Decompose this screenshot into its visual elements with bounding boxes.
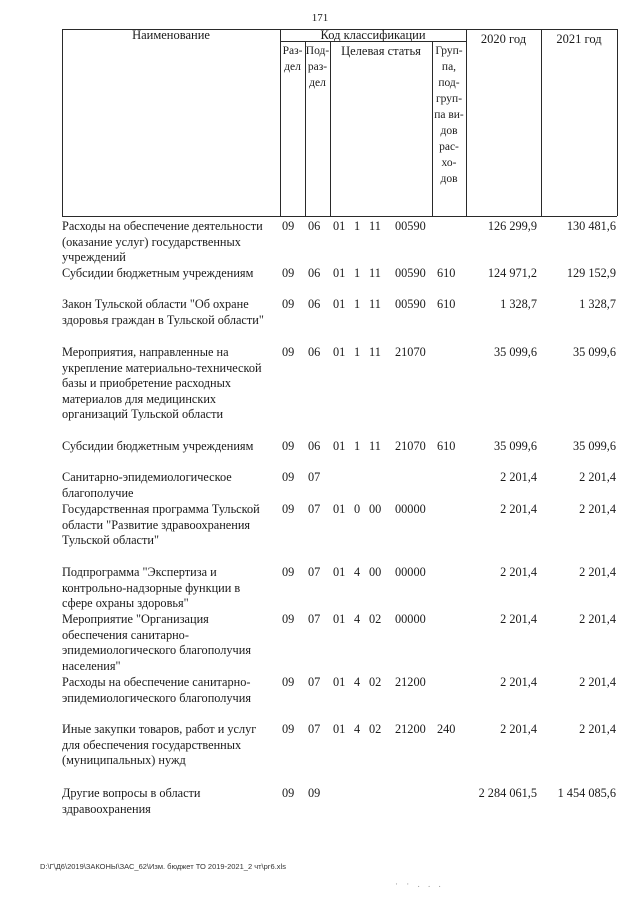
row-razdel: 09 (282, 345, 295, 359)
row-target-subprogram: 1 (354, 297, 361, 311)
row-expense-type: 610 (437, 297, 456, 311)
header-code: Код классификации (320, 28, 426, 42)
row-razdel: 09 (282, 786, 295, 800)
row-target-direction: 21070 (395, 345, 426, 359)
row-podrazdel: 06 (308, 266, 321, 280)
header-target: Целевая статья (341, 44, 421, 58)
page-number: 171 (311, 12, 329, 24)
file-path-footer: D:\Г\Д6\2019\ЗАКОНЫ\ЗАС_62\Изм. бюджет ТО 2019-2021_2 чт\рг6.xls (40, 862, 286, 871)
row-2020: 2 284 061,5 (478, 786, 537, 800)
row-2020: 124 971,2 (487, 266, 537, 280)
row-target-event: 02 (369, 722, 382, 736)
row-name: Расходы на обеспечение санитарно-эпидемиологического благополучия (62, 675, 251, 705)
row-target-event: 11 (369, 345, 381, 359)
header-podrazdel: Под- раз- дел (305, 45, 330, 89)
row-razdel: 09 (282, 297, 295, 311)
row-name: Иные закупки товаров, работ и услуг для обеспечения государственных (муниципальных) нужд (62, 722, 257, 767)
row-target-program: 01 (333, 266, 346, 280)
row-2020: 2 201,4 (500, 470, 537, 484)
row-2021: 2 201,4 (579, 612, 616, 626)
row-target-subprogram: 1 (354, 266, 361, 280)
row-target-program: 01 (333, 345, 346, 359)
row-podrazdel: 07 (308, 675, 321, 689)
row-target-subprogram: 4 (354, 675, 361, 689)
row-target-direction: 21200 (395, 675, 426, 689)
row-target-program: 01 (333, 675, 346, 689)
row-2021: 2 201,4 (579, 675, 616, 689)
row-razdel: 09 (282, 439, 295, 453)
row-podrazdel: 06 (308, 439, 321, 453)
row-razdel: 09 (282, 470, 295, 484)
scan-marks: · · . . . (395, 879, 444, 889)
row-2020: 35 099,6 (493, 439, 537, 453)
row-target-direction: 00590 (395, 297, 426, 311)
row-2021: 2 201,4 (579, 502, 616, 516)
row-razdel: 09 (282, 565, 295, 579)
row-expense-type: 240 (437, 722, 456, 736)
row-razdel: 09 (282, 266, 295, 280)
row-target-direction: 00590 (395, 219, 426, 233)
row-podrazdel: 07 (308, 470, 321, 484)
row-target-direction: 21200 (395, 722, 426, 736)
row-2021: 2 201,4 (579, 722, 616, 736)
row-2020: 2 201,4 (500, 565, 537, 579)
row-target-event: 11 (369, 439, 381, 453)
row-2020: 2 201,4 (500, 612, 537, 626)
row-name: Мероприятия, направленные на укрепление материально-технической базы и приобретение расходных материалов для медицинских организаций Тульской области (62, 345, 262, 421)
row-2020: 1 328,7 (500, 297, 537, 311)
row-2021: 2 201,4 (579, 565, 616, 579)
row-target-subprogram: 1 (354, 219, 361, 233)
row-podrazdel: 07 (308, 722, 321, 736)
row-target-subprogram: 0 (354, 502, 361, 516)
row-name: Закон Тульской области "Об охране здоровья граждан в Тульской области" (62, 297, 264, 327)
row-target-event: 02 (369, 612, 382, 626)
row-name: Субсидии бюджетным учреждениям (62, 266, 254, 280)
row-2020: 2 201,4 (500, 502, 537, 516)
row-target-direction: 00000 (395, 612, 426, 626)
row-razdel: 09 (282, 675, 295, 689)
row-target-direction: 00000 (395, 565, 426, 579)
row-target-direction: 00000 (395, 502, 426, 516)
row-2020: 2 201,4 (500, 675, 537, 689)
row-2020: 35 099,6 (493, 345, 537, 359)
row-target-event: 02 (369, 675, 382, 689)
row-razdel: 09 (282, 612, 295, 626)
row-target-event: 11 (369, 297, 381, 311)
row-target-program: 01 (333, 297, 346, 311)
row-podrazdel: 06 (308, 219, 321, 233)
row-2021: 130 481,6 (566, 219, 616, 233)
header-group: Груп- па, под- груп- па ви- дов рас- хо- дов (434, 45, 464, 185)
row-target-program: 01 (333, 722, 346, 736)
row-target-event: 11 (369, 219, 381, 233)
row-target-direction: 00590 (395, 266, 426, 280)
row-target-direction: 21070 (395, 439, 426, 453)
row-target-program: 01 (333, 502, 346, 516)
row-target-program: 01 (333, 439, 346, 453)
row-podrazdel: 06 (308, 297, 321, 311)
row-expense-type: 610 (437, 266, 456, 280)
header-2021: 2021 год (556, 32, 602, 46)
row-expense-type: 610 (437, 439, 456, 453)
row-name: Другие вопросы в области здравоохранения (62, 786, 201, 816)
row-target-program: 01 (333, 565, 346, 579)
row-podrazdel: 09 (308, 786, 321, 800)
row-razdel: 09 (282, 219, 295, 233)
row-name: Расходы на обеспечение деятельности (оказание услуг) государственных учреждений (62, 219, 263, 264)
row-name: Государственная программа Тульской области "Развитие здравоохранения Тульской области" (62, 502, 260, 547)
row-target-event: 11 (369, 266, 381, 280)
row-podrazdel: 07 (308, 612, 321, 626)
row-2021: 1 328,7 (579, 297, 616, 311)
row-target-program: 01 (333, 219, 346, 233)
row-target-event: 00 (369, 502, 382, 516)
row-2021: 129 152,9 (566, 266, 616, 280)
row-2021: 35 099,6 (572, 439, 616, 453)
row-podrazdel: 07 (308, 502, 321, 516)
row-target-program: 01 (333, 612, 346, 626)
header-2020: 2020 год (480, 32, 527, 46)
row-target-subprogram: 1 (354, 345, 361, 359)
row-name: Субсидии бюджетным учреждениям (62, 439, 254, 453)
row-target-subprogram: 4 (354, 722, 361, 736)
row-2020: 2 201,4 (500, 722, 537, 736)
row-target-event: 00 (369, 565, 382, 579)
row-name: Мероприятие "Организация обеспечения санитарно-эпидемиологического благополучия населения" (62, 612, 251, 673)
row-target-subprogram: 4 (354, 612, 361, 626)
row-razdel: 09 (282, 722, 295, 736)
row-2020: 126 299,9 (487, 219, 537, 233)
row-podrazdel: 07 (308, 565, 321, 579)
header-razdel: Раз- дел (282, 45, 303, 73)
row-name: Подпрограмма "Экспертиза и контрольно-надзорные функции в сфере охраны здоровья" (62, 565, 241, 610)
row-podrazdel: 06 (308, 345, 321, 359)
row-target-subprogram: 1 (354, 439, 361, 453)
row-target-subprogram: 4 (354, 565, 361, 579)
row-razdel: 09 (282, 502, 295, 516)
header-name: Наименование (132, 28, 210, 42)
row-2021: 35 099,6 (572, 345, 616, 359)
row-2021: 2 201,4 (579, 470, 616, 484)
row-name: Санитарно-эпидемиологическое благополучие (62, 470, 232, 500)
row-2021: 1 454 085,6 (557, 786, 616, 800)
